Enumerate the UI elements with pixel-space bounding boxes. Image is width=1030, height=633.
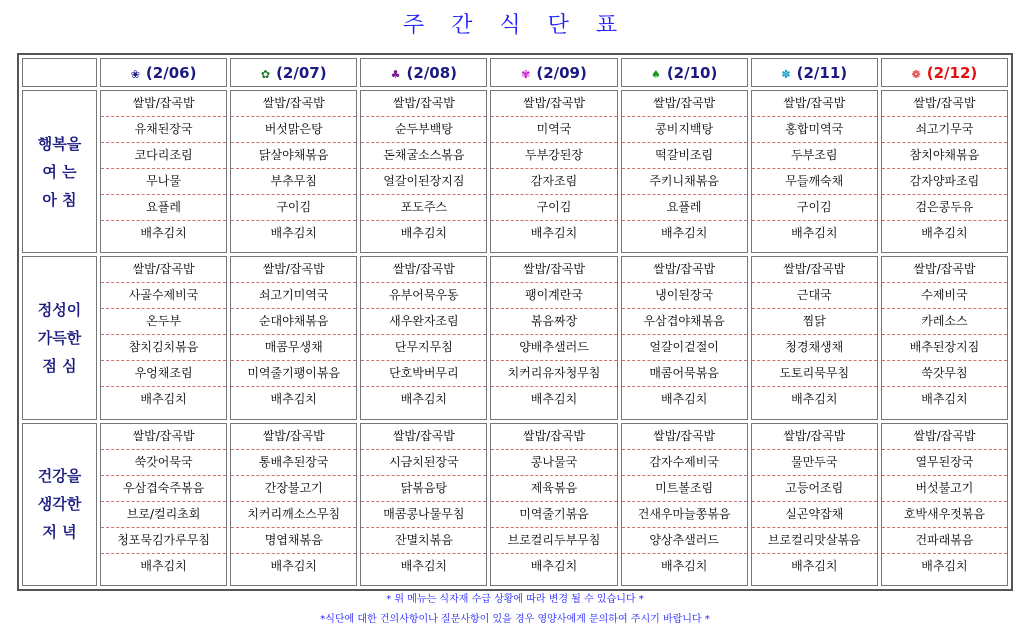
menu-cell [360,423,487,586]
menu-cell [621,90,748,253]
dish-item: 쌀밥/잡곡밥 [231,91,356,117]
dish-item: 시금치된장국 [361,450,486,476]
dish-item: 양배추샐러드 [491,335,616,361]
meal-row [22,90,1008,253]
dish-item: 명엽채볶음 [231,528,356,554]
dish-item: 포도주스 [361,195,486,221]
dish-item: 배추김치 [791,226,838,240]
dish-item: 배추된장지짐 [882,335,1007,361]
dish-item: 우엉채조림 [101,361,226,387]
dish-item: 주키니채볶음 [622,169,747,195]
dish-item: 미역줄기볶음 [491,502,616,528]
dish-item: 배추김치 [270,226,317,240]
dish-item: 쌀밥/잡곡밥 [882,424,1007,450]
dish-item: 구이김 [752,195,877,221]
flower-icon: ✽ [781,67,791,81]
dish-item: 간장불고기 [231,476,356,502]
dish-item: 쌀밥/잡곡밥 [622,91,747,117]
menu-cell [100,90,227,253]
dish-item: 고등어조림 [752,476,877,502]
dish-item: 건파래볶음 [882,528,1007,554]
notice-inquiry: *식단에 대한 건의사항이나 질문사항이 있을 경우 영양사에게 문의하여 주시기 바랍니다 * [320,614,710,625]
day-date-label: (2/12) [926,63,978,82]
dish-item: 쌀밥/잡곡밥 [491,257,616,283]
dish-item: 치커리유자청무침 [491,361,616,387]
dish-item: 쌀밥/잡곡밥 [491,91,616,117]
dish-item: 양상추샐러드 [622,528,747,554]
dish-item: 온두부 [101,309,226,335]
dish-item: 제육볶음 [491,476,616,502]
meal-row [22,256,1008,419]
dish-item: 홍합미역국 [752,117,877,143]
dish-item: 카레소스 [882,309,1007,335]
dish-item: 배추김치 [791,392,838,407]
dish-item: 배추김치 [140,392,187,407]
dish-item: 쌀밥/잡곡밥 [622,257,747,283]
dish-item: 쌀밥/잡곡밥 [491,424,616,450]
day-header-row [22,58,1008,87]
day-date-label: (2/11) [796,63,848,82]
dish-item: 배추김치 [270,558,317,573]
day-header-6 [881,58,1008,87]
menu-cell [230,90,357,253]
dish-item: 쇠고기미역국 [231,283,356,309]
day-header-0 [100,58,227,87]
dish-item: 배추김치 [400,392,448,407]
day-date-label: (2/10) [666,63,718,82]
dish-item: 미역줄기팽이볶음 [231,361,356,387]
day-date-label: (2/09) [536,63,587,82]
menu-cell [751,256,878,419]
dish-item: 검은콩두유 [882,195,1007,221]
dish-item: 배추김치 [660,226,708,240]
dish-item: 배추김치 [660,558,708,573]
meal-label-line: 아 침 [42,190,77,209]
dish-item: 배추김치 [660,392,708,407]
dish-item: 통배추된장국 [231,450,356,476]
dish-item: 두부강된장 [491,143,616,169]
dish-item: 참치김치볶음 [101,335,226,361]
dish-item: 구이김 [491,195,616,221]
flower-icon: ✾ [521,67,531,81]
day-header-5 [751,58,878,87]
notice-substitution: * 위 메뉴는 식자재 수급 상황에 따라 변경 될 수 있습니다 * [386,594,644,605]
dish-item: 냉이된장국 [622,283,747,309]
dish-item: 열무된장국 [882,450,1007,476]
dish-item: 단호박버무리 [361,361,486,387]
day-header-3 [490,58,617,87]
menu-cell [490,90,617,253]
menu-cell [881,90,1008,253]
dish-item: 볶음짜장 [491,309,616,335]
day-header-1 [230,58,357,87]
dish-item: 쌀밥/잡곡밥 [101,91,226,117]
menu-cell [100,423,227,586]
dish-item: 브로/컬리초회 [101,502,226,528]
dish-item: 코다리조림 [101,143,226,169]
meal-label-line: 점 심 [42,356,77,375]
menu-cell [360,256,487,419]
dish-item: 매콤콩나물무침 [361,502,486,528]
dish-item: 찜닭 [752,309,877,335]
dish-item: 떡갈비조림 [622,143,747,169]
dish-item: 배추김치 [530,392,578,407]
flower-icon: ✿ [260,67,271,81]
dish-item: 쌀밥/잡곡밥 [752,91,877,117]
dish-item: 닭살야채볶음 [231,143,356,169]
flower-icon: ❁ [911,67,921,81]
menu-cell [621,256,748,419]
dish-item: 근대국 [752,283,877,309]
meal-label [22,90,97,253]
page-title: 주 간 식 단 표 [402,13,628,38]
dish-item: 실곤약잡채 [752,502,877,528]
dish-item: 배추김치 [921,392,968,407]
dish-item: 물만두국 [752,450,877,476]
dish-item: 순두부백탕 [361,117,486,143]
flower-icon: ❀ [130,67,140,81]
dish-item: 콩비지백탕 [622,117,747,143]
menu-cell [230,423,357,586]
flower-icon: ♣ [390,67,401,81]
dish-item: 브로컬리맛살볶음 [752,528,877,554]
dish-item: 쌀밥/잡곡밥 [101,257,226,283]
dish-item: 건새우마늘쫑볶음 [622,502,747,528]
dish-item: 얼갈이된장지짐 [361,169,486,195]
dish-item: 요플레 [101,195,226,221]
dish-item: 쌀밥/잡곡밥 [361,257,486,283]
dish-item: 부추무침 [231,169,356,195]
corner-cell [22,58,97,87]
dish-item: 버섯불고기 [882,476,1007,502]
meal-label-line: 여 는 [42,162,77,181]
menu-cell [360,90,487,253]
menu-cell [881,423,1008,586]
dish-item: 청경채생채 [752,335,877,361]
dish-item: 배추김치 [530,558,578,573]
dish-item: 닭볶음탕 [361,476,486,502]
dish-item: 쇠고기무국 [882,117,1007,143]
dish-item: 쌀밥/잡곡밥 [101,424,226,450]
dish-item: 버섯맑은탕 [231,117,356,143]
meal-label-line: 저 녁 [42,523,77,542]
dish-item: 돈채굴소스볶음 [361,143,486,169]
dish-item: 청포묵김가루무침 [101,528,226,554]
dish-item: 쌀밥/잡곡밥 [752,424,877,450]
dish-item: 도토리묵무침 [752,361,877,387]
day-date-label: (2/08) [406,63,458,82]
dish-item: 매콤무생채 [231,335,356,361]
meal-label-line: 생각한 [37,495,82,514]
dish-item: 구이김 [231,195,356,221]
dish-item: 쌀밥/잡곡밥 [752,257,877,283]
meal-label-line: 가득한 [37,328,82,347]
dish-item: 감자양파조림 [882,169,1007,195]
dish-item: 쌀밥/잡곡밥 [361,424,486,450]
dish-item: 쌀밥/잡곡밥 [361,91,486,117]
dish-item: 쌀밥/잡곡밥 [882,257,1007,283]
dish-item: 배추김치 [921,226,968,240]
dish-item: 단무지무침 [361,335,486,361]
day-header-2 [360,58,487,87]
dish-item: 얼갈이겉절이 [622,335,747,361]
menu-cell [490,256,617,419]
dish-item: 쌀밥/잡곡밥 [231,424,356,450]
dish-item: 배추김치 [140,226,187,240]
dish-item: 콩나물국 [491,450,616,476]
dish-item: 유부어묵우동 [361,283,486,309]
dish-item: 우삼겹숙주볶음 [101,476,226,502]
dish-item: 쌀밥/잡곡밥 [882,91,1007,117]
dish-item: 쑥갓어묵국 [101,450,226,476]
dish-item: 배추김치 [791,558,838,573]
dish-item: 미역국 [491,117,616,143]
dish-item: 무나물 [101,169,226,195]
dish-item: 배추김치 [530,226,578,240]
meal-label-line: 정성이 [37,300,82,319]
dish-item: 브로컬리두부무침 [491,528,616,554]
dish-item: 팽이계란국 [491,283,616,309]
dish-item: 우삼겹야채볶음 [622,309,747,335]
dish-item: 쌀밥/잡곡밥 [622,424,747,450]
meal-label [22,423,97,586]
dish-item: 잔멸치볶음 [361,528,486,554]
meal-label-line: 건강을 [37,467,82,486]
dish-item: 사골수제비국 [101,283,226,309]
menu-cell [881,256,1008,419]
dish-item: 치커리깨소스무침 [231,502,356,528]
flower-icon: ♠ [650,67,661,81]
dish-item: 유채된장국 [101,117,226,143]
menu-cell [490,423,617,586]
dish-item: 두부조림 [752,143,877,169]
dish-item: 미트볼조림 [622,476,747,502]
menu-cell [100,256,227,419]
dish-item: 요플레 [622,195,747,221]
weekly-menu-table [19,55,1011,589]
dish-item: 호박새우젓볶음 [882,502,1007,528]
dish-item: 배추김치 [270,392,317,407]
menu-cell [751,423,878,586]
dish-item: 참치야채볶음 [882,143,1007,169]
dish-item: 배추김치 [400,226,448,240]
dish-item: 감자수제비국 [622,450,747,476]
day-date-label: (2/07) [276,63,327,82]
dish-item: 배추김치 [921,558,968,573]
meal-row [22,423,1008,586]
dish-item: 쑥갓무침 [882,361,1007,387]
day-date-label: (2/06) [145,63,197,82]
dish-item: 쌀밥/잡곡밥 [231,257,356,283]
menu-cell [751,90,878,253]
dish-item: 새우완자조림 [361,309,486,335]
menu-cell [230,256,357,419]
dish-item: 무들깨숙채 [752,169,877,195]
dish-item: 순대야채볶음 [231,309,356,335]
meal-label-line: 행복을 [37,134,82,153]
meal-label [22,256,97,419]
dish-item: 감자조림 [491,169,616,195]
dish-item: 매콤어묵볶음 [622,361,747,387]
dish-item: 배추김치 [400,558,448,573]
dish-item: 수제비국 [882,283,1007,309]
day-header-4 [621,58,748,87]
menu-cell [621,423,748,586]
dish-item: 배추김치 [140,558,187,573]
